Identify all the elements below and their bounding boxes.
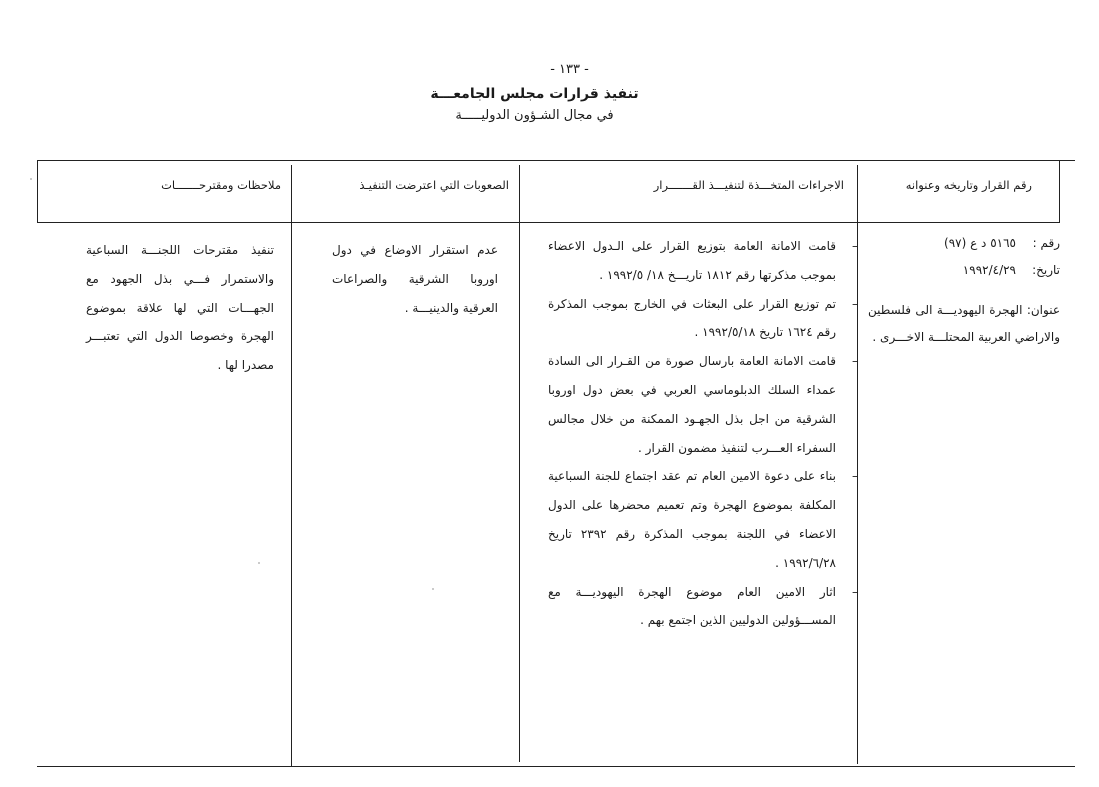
action-item (548, 290, 858, 348)
decision-title-value: الهجرة اليهوديـــة الى فلسطين والاراضي العربية المحتلـــة الاخـــرى . (868, 303, 1060, 344)
decision-date-label: تاريخ: (1032, 263, 1060, 277)
bullet-dash: – (852, 239, 858, 253)
decision-number-value: ٥١٦٥ د ع (٩٧) (944, 236, 1016, 250)
header-actions: الاجراءات المتخـــذة لتنفيـــذ القـــــــرار (653, 178, 844, 192)
scan-speck (258, 562, 260, 564)
header-remarks: ملاحظات ومقترحـــــــات (161, 178, 281, 192)
actions-list (548, 232, 858, 635)
decision-date-value: ١٩٩٢/٤/٢٩ (962, 263, 1016, 277)
decision-title-label: عنوان: (1026, 303, 1060, 317)
decision-number-label: رقم : (1032, 236, 1060, 250)
scan-speck (30, 178, 32, 180)
column-divider-remarks (291, 165, 292, 766)
table-bottom-border (37, 766, 1075, 767)
column-divider-difficulties (519, 165, 520, 762)
action-item (548, 462, 858, 577)
action-text: اثار الامين العام موضوع الهجرة اليهوديـــة مع المســـؤولين الدوليين الذين اجتمع بهم . (548, 584, 836, 628)
action-text: بناء على دعوة الامين العام تم عقد اجتماع للجنة السباعية المكلفة بموضوع الهجرة وتم تعميم محضرها على الدول الاعضاء في اللجنة بموجب المذكرة رقم ٢٣٩٢ تاريخ ١٩٩٢/٦/٢٨ . (548, 469, 836, 570)
table-left-border (37, 160, 38, 222)
scan-speck (432, 588, 434, 590)
page-subtitle: في مجال الشـؤون الدوليـــــة (455, 108, 614, 123)
page-title: تنفيذ قرارات مجلس الجامعـــة (430, 86, 639, 102)
action-text: قامت الامانة العامة بتوزيع القرار على الـدول الاعضاء بموجب مذكرتها رقم ١٨١٢ تاريـــخ ١٨/ ١٩٩٢/٥ . (548, 239, 836, 282)
bullet-dash: – (852, 469, 858, 484)
header-difficulties: الصعوبات التي اعترضت التنفيـذ (359, 178, 509, 192)
action-item (548, 578, 858, 636)
bullet-dash: – (852, 354, 858, 369)
table-header-divider (37, 222, 1060, 223)
decision-number-date (874, 230, 1060, 284)
decision-date-row (874, 257, 1060, 284)
decision-title (868, 297, 1060, 351)
action-text: تم توزيع القرار على البعثات في الخارج بموجب المذكرة رقم ١٦٢٤ تاريخ ١٩٩٢/٥/١٨ . (548, 296, 836, 340)
bullet-dash: – (852, 584, 858, 599)
table-top-border (37, 160, 1075, 161)
action-item (548, 232, 858, 290)
remarks-text: تنفيذ مقترحات اللجنـــة السباعية والاستمرار فـــي بذل الجهود مع الجهـــات التي لها علاقة بموضوع الهجرة وخصوصا الدول التي تعتبـــر مصدرا لها . (86, 243, 274, 373)
difficulties-text: عدم استقرار الاوضاع في دول اوروبا الشرقية والصراعات العرقية والدينيـــة . (332, 243, 498, 315)
action-item (548, 347, 858, 462)
bullet-dash: – (852, 296, 858, 311)
header-decision: رقم القرار وتاريخه وعنوانه (905, 178, 1032, 192)
table-right-border (1059, 160, 1060, 222)
decision-number-row (874, 230, 1060, 257)
action-text: قامت الامانة العامة بارسال صورة من القـرار الى السادة عمداء السلك الدبلوماسي العربي في بعض دول اوروبا الشرقية من اجل بذل الجهـود الممكنة من خلال مجالس السفراء العـــرب لتنفيذ مضمون القرار . (548, 354, 836, 455)
page-number: - ١٣٣ - (550, 62, 589, 77)
